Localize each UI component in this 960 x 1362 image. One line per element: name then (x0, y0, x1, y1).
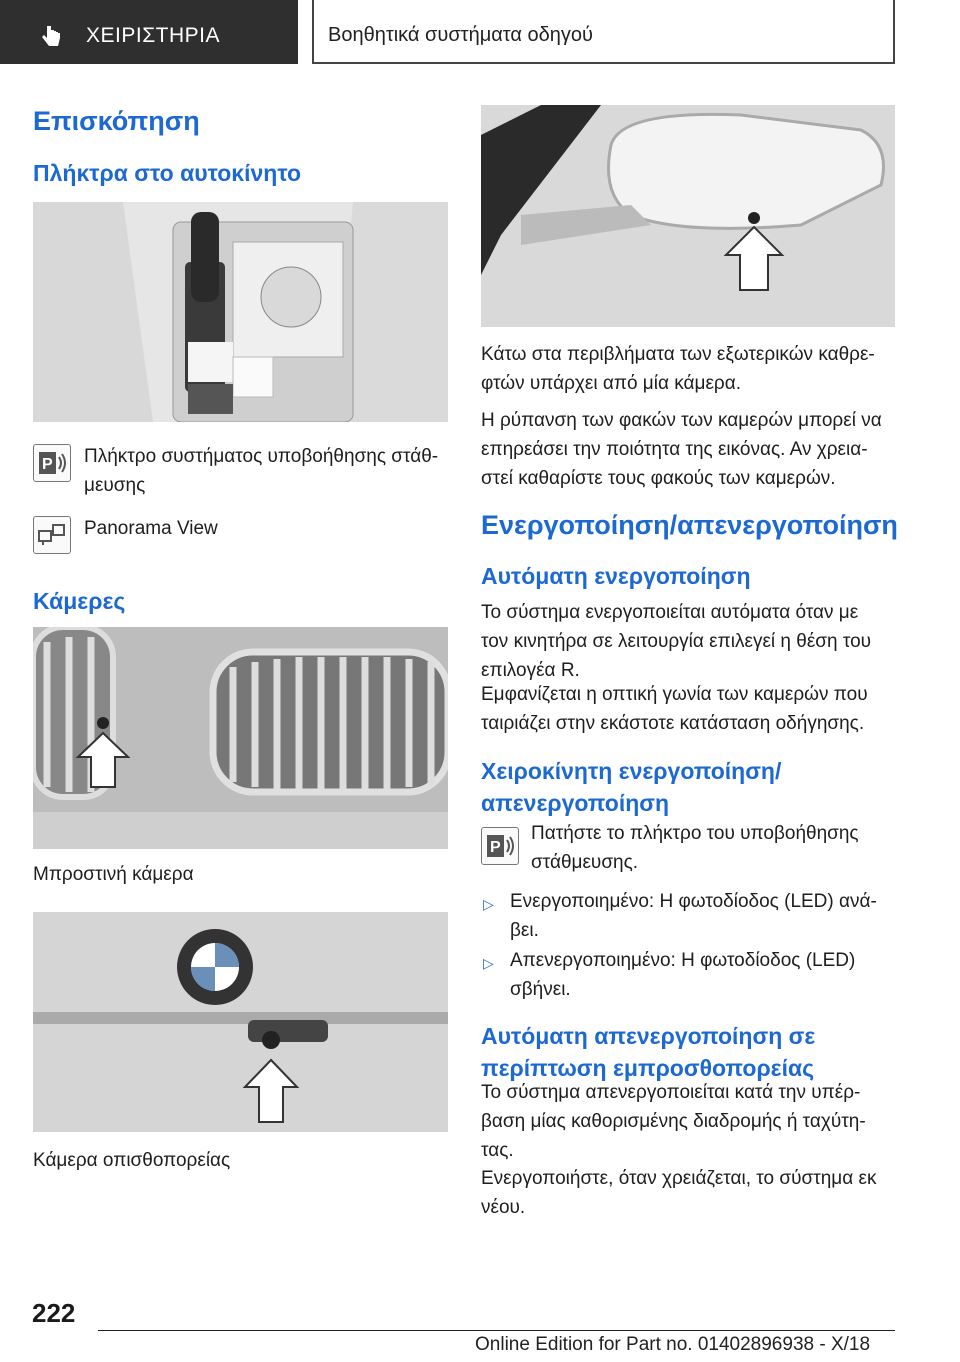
auto-deactivation-text: Το σύστημα απενεργοποιείται κατά την υπέρ- βαση μίας καθορισμένης διαδρομής ή ταχύτη- τας. (481, 1082, 866, 1161)
chapter-header (312, 0, 895, 64)
rear-trunk-illustration (33, 912, 448, 1132)
side-mirror-figure (481, 105, 895, 327)
panorama-view-button-icon (33, 516, 71, 554)
rear-camera-figure (33, 912, 448, 1132)
center-console-figure (33, 202, 448, 422)
mirror-camera-text: Κάτω στα περιβλήματα των εξωτερικών καθρε- φτών υπάρχει από μία κάμερα. (481, 344, 875, 394)
page-number: 222 (32, 1298, 76, 1328)
svg-text:P: P (490, 839, 501, 856)
front-grille-illustration (33, 627, 448, 849)
lens-dirt-text: Η ρύπανση των φακών των καμερών μπορεί να επηρεάσει την ποιότητα της εικόνας. Αν χρεια- στεί καθαρίστε τους φακούς των καμερών. (481, 410, 882, 489)
parking-button-description: Πλήκτρο συστήματος υποβοήθησης στάθ- μευσης (84, 446, 439, 496)
overview-heading: Επισκόπηση (33, 106, 200, 136)
panorama-camera-icon (34, 517, 69, 552)
hand-pointer-icon (38, 24, 64, 50)
front-camera-caption: Μπροστινή κάμερα (33, 864, 194, 885)
center-console-illustration (33, 202, 448, 422)
edition-label: Online Edition for Part no. 01402896938 - X/18 (475, 1334, 871, 1355)
panorama-view-label: Panorama View (84, 518, 218, 539)
side-mirror-illustration (481, 105, 895, 327)
auto-activation-heading: Αυτόματη ενεργοποίηση (481, 563, 751, 589)
bullet-triangle-icon: ▷ (483, 896, 494, 912)
parking-assist-button-icon (33, 444, 71, 482)
auto-activation-text: Το σύστημα ενεργοποιείται αυτόματα όταν με τον κινητήρα σε λειτουργία επιλεγεί η θέση του επιλογέα R. (481, 602, 872, 681)
section-label: ΧΕΙΡΙΣΤΗΡΙΑ (86, 24, 221, 47)
bullet-triangle-icon: ▷ (483, 955, 494, 971)
auto-view-text: Εμφανίζεται η οπτική γωνία των καμερών που ταιριάζει στην εκάστοτε κατάσταση οδήγησης. (481, 684, 868, 734)
auto-deactivation-heading: Αυτόματη απενεργοποίηση σε περίπτωση εμπροσθοπορείας (481, 1023, 816, 1081)
manual-activation-heading: Χειροκίνητη ενεργοποίηση/ απενεργοποίηση (481, 758, 782, 816)
cameras-heading: Κάμερες (33, 588, 126, 614)
reactivate-text: Ενεργοποιήστε, όταν χρειάζεται, το σύστημα εκ νέου. (481, 1168, 877, 1218)
manual-activation-text: Πατήστε το πλήκτρο του υποβοήθησης στάθμευσης. (531, 823, 859, 873)
bullet-deactivated: Απενεργοποιημένο: Η φωτοδίοδος (LED) σβήνει. (510, 950, 856, 1000)
front-camera-figure (33, 627, 448, 849)
section-tab (0, 0, 298, 64)
chapter-title: Βοηθητικά συστήματα οδηγού (328, 24, 593, 46)
buttons-heading: Πλήκτρα στο αυτοκίνητο (33, 160, 302, 186)
rear-camera-caption: Κάμερα οπισθοπορείας (33, 1150, 231, 1171)
footer-divider (98, 1330, 895, 1331)
parking-icon (482, 828, 517, 863)
activation-heading: Ενεργοποίηση/απενεργοποίηση (481, 510, 898, 540)
parking-icon (34, 445, 69, 480)
svg-text:P: P (42, 456, 53, 473)
bullet-activated: Ενεργοποιημένο: Η φωτοδίοδος (LED) ανά- βει. (510, 891, 877, 941)
parking-assist-button-icon-2 (481, 827, 519, 865)
